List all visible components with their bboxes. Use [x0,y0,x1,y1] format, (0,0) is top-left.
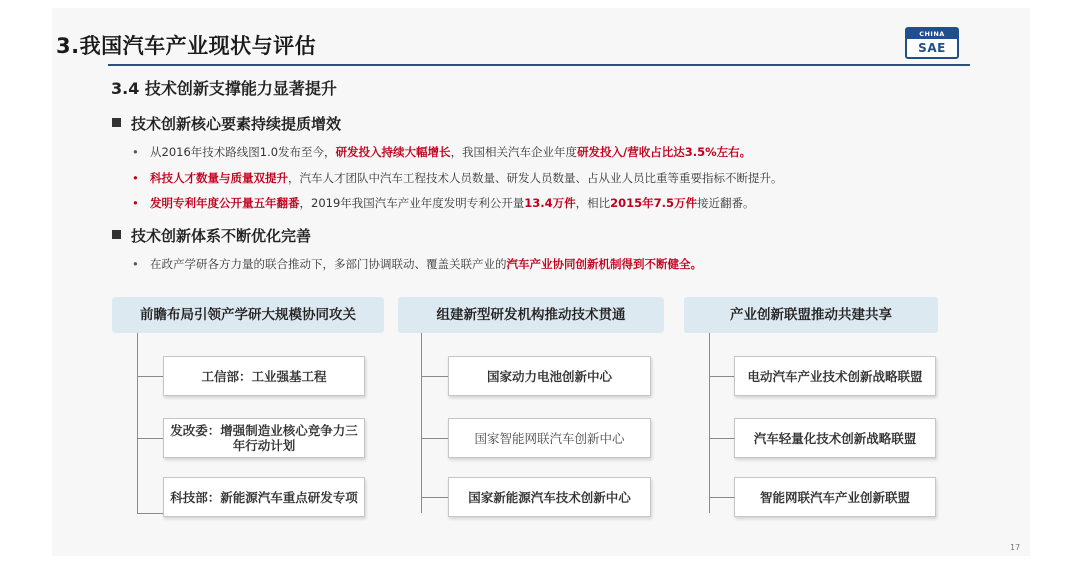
bullet-highlight: 汽车产业协同创新机制得到不断健全。 [506,257,702,271]
bullet-highlight: 科技人才数量与质量双提升 [150,171,288,185]
bullet-highlight: 研发投入/营收占比达3.5%左右。 [577,145,752,159]
tree-branch [421,438,448,439]
title-underline [108,64,970,66]
alliance-item-ev: 电动汽车产业技术创新战略联盟 [734,356,936,396]
tree-branch [709,438,734,439]
tree-branch [137,513,163,514]
alliance-item-icv: 智能网联汽车产业创新联盟 [734,477,936,517]
bullet-dot-icon: • [132,145,139,159]
bullet-highlight: 2015年7.5万件 [610,196,698,210]
bullet-rd-investment [132,144,751,160]
institution-item-icv: 国家智能网联汽车创新中心 [448,418,651,458]
tree-branch [137,376,163,377]
policy-item-most: 科技部：新能源汽车重点研发专项 [163,477,365,517]
tree-connector [421,333,422,513]
slide-title: 3.我国汽车产业现状与评估 [56,34,317,58]
column-header-alliances: 产业创新联盟推动共建共享 [684,297,938,333]
bullet-highlight: 发明专利年度公开量五年翻番 [150,196,300,210]
bullet-dot-icon: • [132,196,139,210]
bullet-text: ，相比 [575,196,611,210]
heading-text: 技术创新核心要素持续提质增效 [131,115,342,133]
tree-branch [421,497,448,498]
bullet-talent [132,170,783,186]
bullet-text: 从2016年技术路线图1.0发布至今， [150,145,336,159]
bullet-text: 在政产学研各方力量的联合推动下，多部门协调联动、覆盖关联产业的 [150,257,507,271]
bullet-text: ，2019年我国汽车产业年度发明专利公开量 [299,196,525,210]
logo-main-text: SAE [918,41,946,55]
square-bullet-icon [112,118,121,127]
bullet-dot-icon: • [132,171,139,185]
tree-branch [709,376,734,377]
logo-top-text: CHINA [907,29,957,39]
bullet-highlight: 研发投入持续大幅增长 [335,145,451,159]
alliance-item-lightweight: 汽车轻量化技术创新战略联盟 [734,418,936,458]
bullet-dot-icon: • [132,257,139,271]
square-bullet-icon [112,230,121,239]
china-sae-logo [905,27,959,59]
institution-item-battery: 国家动力电池创新中心 [448,356,651,396]
bullet-text: ，汽车人才团队中汽车工程技术人员数量、研发人员数量、占从业人员比重等重要指标不断提升。 [288,171,783,185]
column-header-institutions: 组建新型研发机构推动技术贯通 [398,297,664,333]
bullet-collaboration [132,256,702,272]
column-header-policy: 前瞻布局引领产学研大规模协同攻关 [112,297,384,333]
page-number: 17 [1010,543,1021,552]
section-subtitle: 3.4 技术创新支撑能力显著提升 [111,79,337,98]
tree-branch [709,497,734,498]
tree-connector [709,333,710,513]
bullet-text: ，我国相关汽车企业年度 [450,145,578,159]
policy-item-ndrc: 发改委：增强制造业核心竞争力三年行动计划 [163,418,365,458]
heading-text: 技术创新体系不断优化完善 [131,227,312,245]
section-heading-innovation-system [112,225,311,246]
bullet-patents [132,195,755,211]
institution-item-nev: 国家新能源汽车技术创新中心 [448,477,651,517]
tree-branch [421,376,448,377]
tree-branch [137,438,163,439]
section-heading-core-elements [112,113,341,134]
tree-connector [137,333,138,513]
bullet-text: 接近翻番。 [697,196,755,210]
bullet-highlight: 13.4万件 [524,196,576,210]
policy-item-miit: 工信部：工业强基工程 [163,356,365,396]
